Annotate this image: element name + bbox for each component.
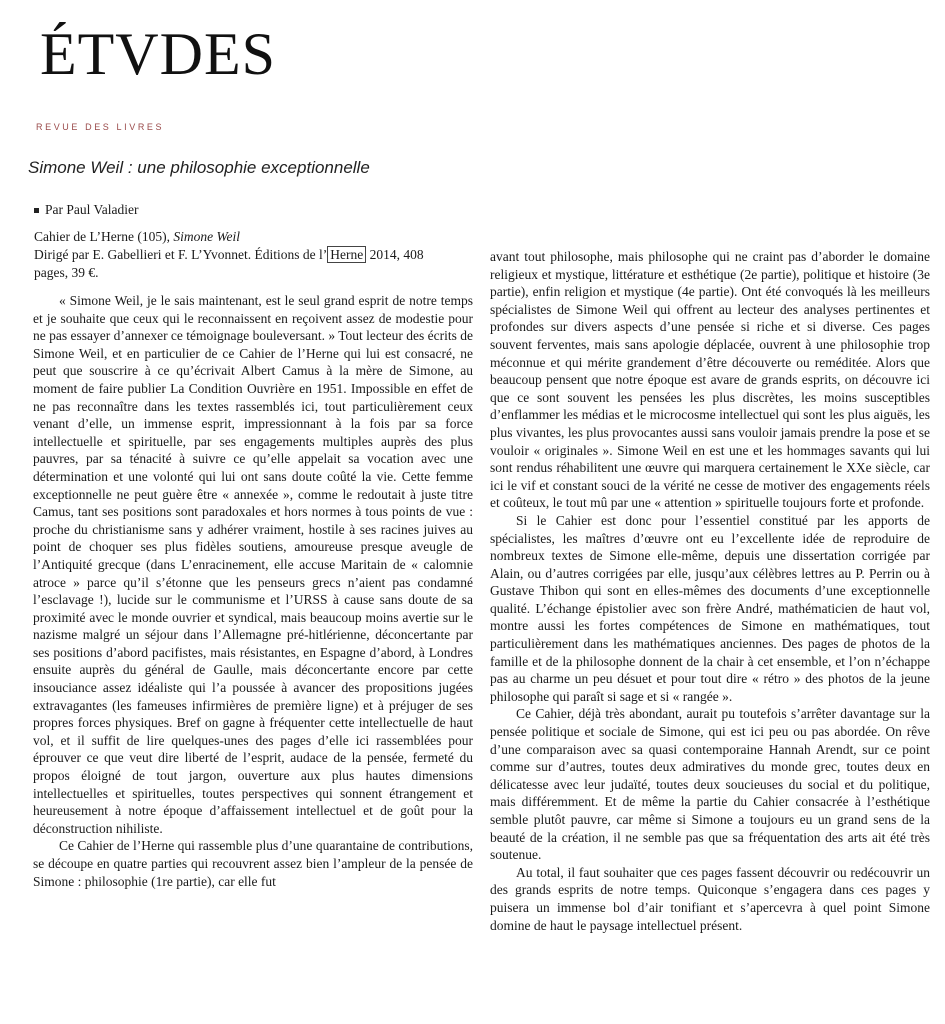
right-column bbox=[490, 248, 930, 934]
book-title: Simone Weil bbox=[173, 229, 240, 244]
publisher-box: Herne bbox=[327, 246, 366, 263]
reference-line-2: Dirigé par E. Gabellieri et F. L’Yvonnet. Éditions de l’ Herne 2014, 408 bbox=[34, 247, 424, 262]
paragraph: Ce Cahier, déjà très abondant, aurait pu toutefois s’arrêter davantage sur la pensée politique et sociale de Simone, qui est ici peu ou pas abordée. On rêve d’une comparaison avec sa quasi contemporaine Hannah Arendt, sur ce point comme sur d’autres, toutes deux admiratives du monde grec, toutes deux en délicatesse avec leur judaïté, toutes deux soucieuses du social et du politique, mais différemment. Et de même la partie du Cahier consacrée à l’esthétique semble plutôt pauvre, car même si Simone a toujours eu un grand sens de la beauté de la création, il ne semble pas que sa fréquentation des arts ait été très soutenue. bbox=[490, 706, 930, 863]
paragraph: Ce Cahier de l’Herne qui rassemble plus d’une quarantaine de contributions, se découpe en quatre parties qui recouvrent assez bien l’ampleur de la pensée de Simone : philosophie (1re partie), car elle fut bbox=[33, 838, 473, 889]
paragraph: « Simone Weil, je le sais maintenant, est le seul grand esprit de notre temps et je souhaite que ceux qui le reconnaissent en reçoivent assez de modestie pour ne pas essayer d’annexer ce témoignage bouleversant. » Tout lecteur des écrits de Simone Weil, et en particulier de ce Cahier de l’Herne qui lui est consacré, ne peut que souscrire à ce qu’écrivait Albert Camus à la mère de Simone, au moment de faire publier La Condition Ouvrière en 1951. Impossible en effet de ne pas reconnaître dans les textes rassemblés ici, tout particulièrement ceux venant d’elle, un immense esprit, impressionnant à la fois par sa force intellectuelle et spirituelle, par ses engagements multiples auprès des plus pauvres, par sa ténacité à suivre ce qu’elle appelait sa vocation avec une détermination et une volonté qui lui ont sans doute coûté la vie. Cette femme exceptionnelle ne peut guère être « annexée », comme le redoutait à juste titre Camus, tant ses positions sont paradoxales et hors normes à tous points de vue : proche du christianisme sans y adhérer vraiment, hostile à ses racines juives au point de choquer ses plus fidèles soutiens, amoureuse presque aveugle de l’Antiquité grecque (dans L’enracinement, elle accuse Maritain de « calomnie atroce » parce qu’il s’étonne que les penseurs grecs n’aient pas condamné l’esclavage !), lucide sur le communisme et l’URSS à cause sans doute de sa proximité avec le monde ouvrier et syndical, mais beaucoup moins avertie sur le nazisme malgré un séjour dans l’Allemagne pré-hitlérienne, déconcertante par ses positions d’abord pacifistes, mais résistantes, en Espagne d’abord, à Londres ensuite auprès du général de Gaulle, mais déconcertante encore par cette insouciance assez idéaliste qui l’a poussée à avancer des propositions jugées extravagantes (les fameuses infirmières de première ligne) et à préjuger de ses propres forces physiques. Bref on gagne à fréquenter cette intellectuelle de haut vol, et il suffit de lire quelques-unes des pages d’elle ici rassemblées pour éprouver ce que veut dire liberté de l’esprit, audace de la pensée, fermeté du propos éloigné de tout jargon, ouverture aux plus hautes dimensions intellectuelles et spirituelles, toutes perspectives qui sonnent étrangement et heureusement à notre époque d’affaissement intellectuel et de goût pour la déconstruction nihiliste. bbox=[33, 293, 474, 836]
reference-line-1: Cahier de L’Herne (105), Simone Weil bbox=[34, 229, 240, 244]
bullet-icon bbox=[34, 208, 39, 213]
left-column bbox=[33, 292, 473, 890]
byline bbox=[34, 202, 138, 218]
article-title: Simone Weil : une philosophie exceptionnelle bbox=[28, 158, 370, 177]
etudes-logo: ÉTVDES bbox=[40, 21, 276, 87]
paragraph: Au total, il faut souhaiter que ces pages fassent découvrir ou redécouvrir un des grands esprits de notre temps. Quiconque s’engagera dans ces pages y puisera un immense bol d’air tonifiant et s’apercevra à quel point Simone domine de haut le paysage intellectuel présent. bbox=[490, 864, 930, 933]
author: Par Paul Valadier bbox=[45, 202, 139, 217]
section-label: REVUE DES LIVRES bbox=[36, 122, 165, 132]
paragraph: Si le Cahier est donc pour l’essentiel constitué par les apports de spécialistes, les maîtres d’œuvre ont eu l’excellente idée de reproduire de nombreux textes de Simone elle-même, depuis une dissertation corrigée par Alain, ou d’autres corrigées par elle, jusqu’aux célèbres lettres au P. Perrin ou à Gustave Thibon qui sont en elles-mêmes des documents d’une exceptionnelle qualité. L’échange épistolier avec son frère André, mathématicien de haut vol, montre aussi les fortes compétences de Simone en mathématiques, tout particulièrement dans les mathématiques anciennes. Des pages de photos de la famille et de la philosophe donnent de la chair à cet ensemble, et l’on n’échappe pas au charme un peu désuet et pour tout dire « rétro » des photos de la jeune philosophe qui paraît si sage et si « rangée ». bbox=[490, 512, 930, 704]
paragraph: avant tout philosophe, mais philosophe qui ne craint pas d’aborder le domaine religieux et mystique, littérature et esthétique (2e partie), politique et histoire (3e partie), enfin religion et mystique (4e partie). Ont été convoqués là les meilleurs spécialistes de Simone Weil qui offrent au lecteur des analyses pertinentes et profondes sur divers aspects d’une pensée si riche et si diverse. Ces pages souvent ferventes, mais sans apologie déplacée, ouvrent à une philosophie trop méconnue et qui mérite grandement d’être découverte ou reméditée. Alors que beaucoup pensent que notre époque est avare de grands esprits, on découvre ici que ce sont souvent les pensées les plus discrètes, les moins susceptibles d’enflammer les médias et le microcosme intellectuel qui sont les plus aiguës, les plus vivantes, les plus provocantes aussi sans vouloir jamais prendre la pose et se vouloir « originales ». Simone Weil en est une et les hommages savants qui lui sont rendus réhabilitent une œuvre qui marquera certainement le XXe siècle, car ici le vif et constant souci de la vérité ne cesse de motiver des engagements réels et coûteux, le tout mû par une « attention » spirituelle toujours forte et profonde. bbox=[490, 249, 930, 511]
reference-line-3: pages, 39 €. bbox=[34, 265, 99, 280]
book-reference bbox=[34, 228, 474, 282]
